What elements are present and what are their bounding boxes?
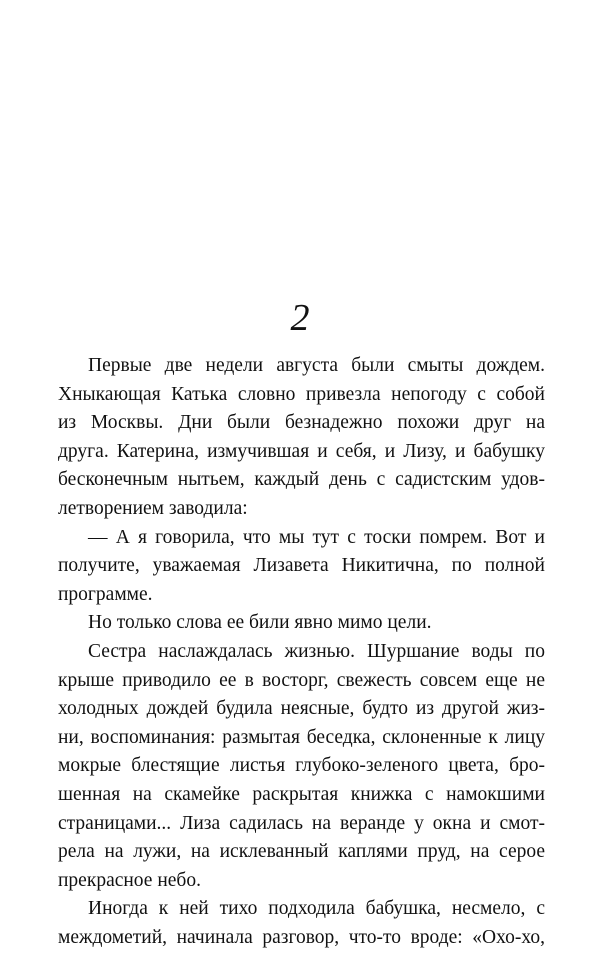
text-line: междометий, начинала разговор, что-то вроде: «Охо-хо, [58, 926, 545, 948]
text-line: Хныкающая Катька словно привезла непогоду с собой [58, 383, 545, 405]
text-line: страницами... Лиза садилась на веранде у окна и смот- [58, 812, 545, 834]
text-line: программе. [58, 583, 153, 605]
paragraph-4 [58, 638, 545, 895]
text-line: Сестра наслаждалась жизнью. Шуршание воды по [88, 640, 545, 662]
chapter-number: 2 [290, 297, 310, 339]
text-line: Первые две недели августа были смыты дождем. [88, 355, 545, 376]
text-line: рела на лужи, на исклеванный каплями пруд, на серое [58, 841, 545, 863]
text-line: прекрасное небо. [58, 869, 201, 891]
text-line: — А я говорила, что мы тут с тоски помрем. Вот и [88, 526, 545, 548]
text-line: Иногда к ней тихо подходила бабушка, несмело, с [88, 898, 545, 920]
text-line: друга. Катерина, измучившая и себя, и Лизу, и бабушку [58, 440, 545, 462]
text-line: бесконечным нытьем, каждый день с садистским удов- [58, 469, 545, 491]
text-line: ни, воспоминания: размытая беседка, склоненные к лицу [58, 726, 545, 748]
text-line: шенная на скамейке раскрытая книжка с намокшими [58, 783, 545, 805]
text-line: получите, уважаемая Лизавета Никитична, по полной [58, 555, 545, 577]
paragraph-1 [58, 352, 545, 524]
paragraph-2 [58, 524, 545, 610]
paragraph-3 [58, 609, 545, 638]
text-line: Но только слова ее били явно мимо цели. [88, 612, 432, 634]
text-line: крыше приводило ее в восторг, свежесть совсем еще не [58, 669, 545, 691]
body-text [58, 352, 545, 952]
text-line: летворением заводила: [58, 497, 248, 519]
text-line: из Москвы. Дни были безнадежно похожи друг на [58, 412, 545, 434]
paragraph-5 [58, 895, 545, 952]
text-line: холодных дождей будила неясные, будто из другой жиз- [58, 698, 545, 720]
text-line: мокрые блестящие листья глубоко-зеленого цвета, бро- [58, 755, 545, 777]
